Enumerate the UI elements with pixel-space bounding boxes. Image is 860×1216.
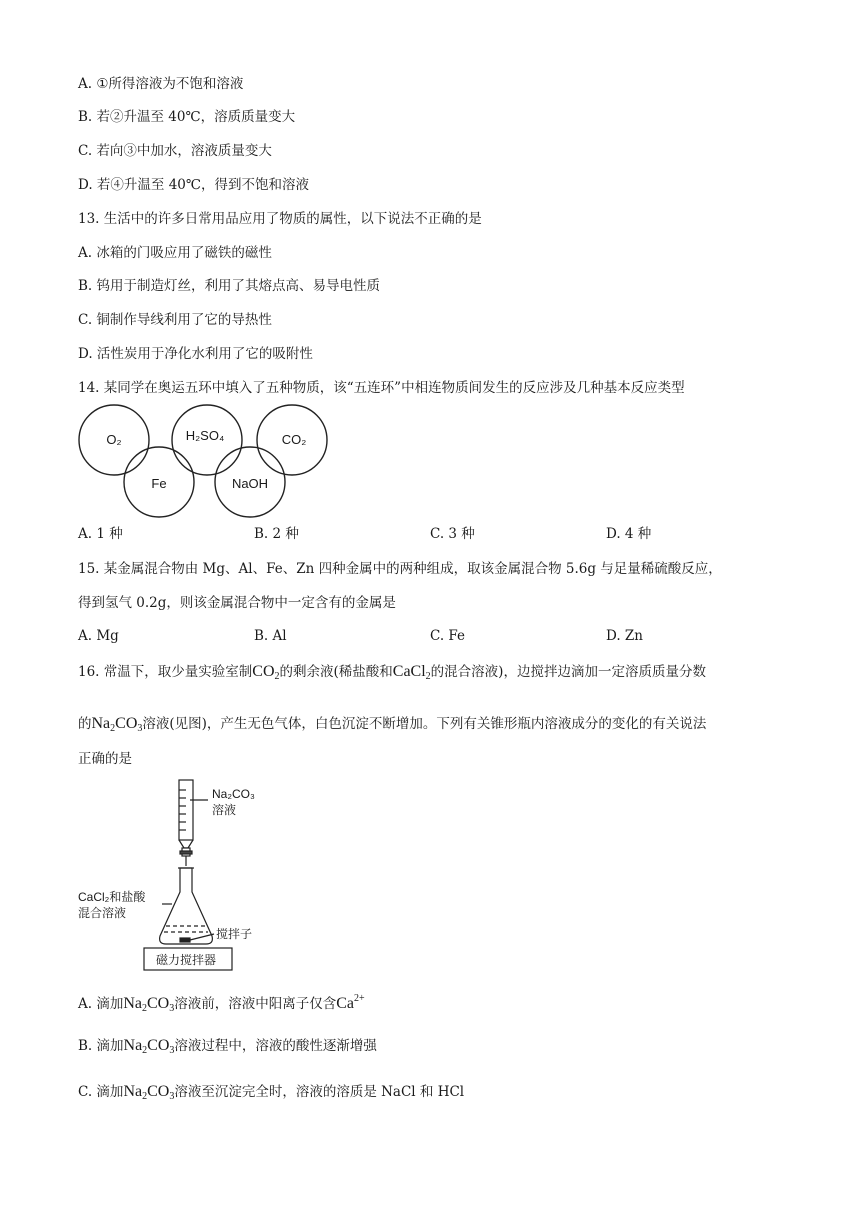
burette [179, 780, 193, 840]
q12-option-b: B. 若②升温至 40℃，溶质质量变大 [78, 109, 296, 125]
q15-option-c: C. Fe [430, 628, 466, 644]
q16-option-b: B. 滴加$Na_2CO_3$溶液过程中，溶液的酸性逐渐增强 [78, 1037, 377, 1056]
q16-stem-line3: 正确的是 [78, 751, 132, 767]
ring-label-naoh: NaOH [231, 476, 269, 491]
q12-option-c: C. 若向③中加水，溶液质量变大 [78, 143, 272, 159]
q15-stem-line1: 15. 某金属混合物由 Mg、Al、Fe、Zn 四种金属中的两种组成，取该金属混合物 5.6g 与足量稀硫酸反应， [78, 561, 722, 577]
ring-label-o2: O₂ [106, 432, 122, 447]
formula-na2co3: $Na_2CO_3$ [123, 1083, 175, 1102]
formula-cacl2: CaCl$_2$ [392, 663, 431, 682]
ring-label-h2so4: H₂SO₄ [185, 428, 225, 443]
flask-label-top: CaCl₂和盐酸 [78, 890, 146, 904]
q16-option-a: A. 滴加$Na_2CO_3$溶液前，溶液中阳离子仅含$Ca^{2+}$ [78, 993, 365, 1014]
ring-label-fe: Fe [151, 476, 167, 491]
stirrer-base-label: 磁力搅拌器 [156, 953, 217, 967]
q16-stem-line1: 16. 常温下，取少量实验室制$CO_2$的剩余液(稀盐酸和CaCl$_2$的混合溶液)，边搅拌边滴加一定溶质质量分数 [78, 663, 706, 682]
q16-option-c: C. 滴加$Na_2CO_3$溶液至沉淀完全时，溶液的溶质是 NaCl 和 HCl [78, 1083, 465, 1102]
stopcock [180, 851, 192, 854]
formula-na2co3: $Na_2CO_3$ [123, 1037, 175, 1056]
q13-option-a: A. 冰箱的门吸应用了磁铁的磁性 [78, 245, 272, 261]
formula-co2: $CO_2$ [252, 663, 280, 682]
q15-option-b: B. Al [254, 628, 287, 644]
q15-option-a: A. Mg [78, 628, 119, 644]
q15-stem-line2: 得到氢气 0.2g，则该金属混合物中一定含有的金属是 [78, 595, 396, 611]
q12-option-d: D. 若④升温至 40℃，得到不饱和溶液 [78, 177, 309, 193]
ring-label-co2: CO₂ [281, 432, 307, 447]
stir-bar [180, 938, 190, 942]
q13-option-d: D. 活性炭用于净化水利用了它的吸附性 [78, 346, 313, 362]
q15-option-d: D. Zn [606, 628, 643, 644]
q13-option-b: B. 钨用于制造灯丝，利用了其熔点高、易导电性质 [78, 278, 381, 294]
q14-option-b: B. 2 种 [254, 526, 299, 542]
q14-stem: 14. 某同学在奥运五环中填入了五种物质，该“五连环”中相连物质间发生的反应涉及几种基本反应类型 [78, 380, 685, 396]
q13-stem: 13. 生活中的许多日常用品应用了物质的属性，以下说法不正确的是 [78, 211, 482, 227]
stirrer-label: 搅拌子 [216, 927, 253, 941]
reagent-label-bottom: 溶液 [212, 803, 237, 817]
reagent-label-top: Na₂CO₃ [212, 787, 255, 801]
q14-option-d: D. 4 种 [606, 526, 652, 542]
q14-option-c: C. 3 种 [430, 526, 475, 542]
five-rings-diagram [76, 402, 336, 522]
q12-option-a: A. ①所得溶液为不饱和溶液 [78, 76, 244, 92]
ion-ca2plus: $Ca^{2+}$ [336, 993, 365, 1012]
q16-stem-line2: 的$Na_2CO_3$溶液(见图)，产生无色气体，白色沉淀不断增加。下列有关锥形瓶内溶液成分的变化的有关说法 [78, 715, 707, 734]
formula-na2co3: $Na_2CO_3$ [91, 715, 143, 734]
q14-option-a: A. 1 种 [78, 526, 123, 542]
q13-option-c: C. 铜制作导线利用了它的导热性 [78, 312, 272, 328]
flask-label-bottom: 混合溶液 [78, 906, 127, 920]
formula-na2co3: $Na_2CO_3$ [123, 995, 175, 1014]
titration-apparatus-figure [76, 776, 286, 976]
